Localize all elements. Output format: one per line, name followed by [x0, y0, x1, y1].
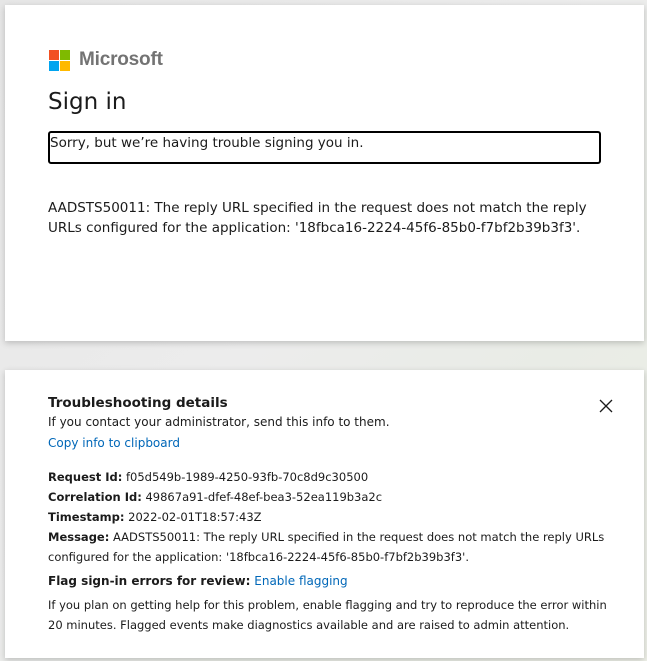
microsoft-logo-icon: [49, 50, 70, 71]
troubleshooting-title: Troubleshooting details: [48, 395, 228, 411]
flag-row: [48, 574, 348, 588]
enable-flagging-link[interactable]: Enable flagging: [254, 574, 348, 588]
request-id-row: [48, 467, 628, 487]
brand-name: Microsoft: [79, 49, 163, 70]
signin-card: [5, 5, 644, 341]
troubleshooting-subtitle: If you contact your administrator, send this info to them.: [48, 415, 390, 429]
timestamp-label: Timestamp:: [48, 510, 125, 524]
microsoft-logo: [49, 49, 163, 71]
message-row: [48, 527, 628, 567]
timestamp-value: 2022-02-01T18:57:43Z: [128, 510, 262, 524]
error-alert-box: Sorry, but we’re having trouble signing you in.: [48, 131, 601, 164]
close-button[interactable]: [597, 397, 615, 415]
flag-description: If you plan on getting help for this problem, enable flagging and try to reproduce the error within 20 minutes. Flagged events make diagnostics available and are raised to admin attention.: [48, 598, 607, 632]
troubleshooting-details: [48, 467, 628, 567]
message-label: Message:: [48, 530, 110, 544]
request-id-value: f05d549b-1989-4250-93fb-70c8d9c30500: [126, 470, 369, 484]
request-id-label: Request Id:: [48, 470, 123, 484]
copy-info-link[interactable]: Copy info to clipboard: [48, 436, 180, 450]
flag-label: Flag sign-in errors for review:: [48, 574, 251, 588]
message-value: AADSTS50011: The reply URL specified in the request does not match the reply URLs configured for the application: '18fbca16-2224-45f6-85b0-f7bf2b39b3f3'.: [48, 530, 605, 564]
page-title: Sign in: [48, 89, 127, 115]
troubleshooting-card: [5, 370, 644, 658]
correlation-id-value: 49867a91-dfef-48ef-bea3-52ea119b3a2c: [145, 490, 383, 504]
timestamp-row: [48, 507, 628, 527]
error-message: AADSTS50011: The reply URL specified in the request does not match the reply URLs configured for the application: '18fbca16-2224-45f6-85b0-f7bf2b39b3f3'.: [48, 200, 587, 236]
correlation-id-label: Correlation Id:: [48, 490, 142, 504]
close-icon: [597, 397, 615, 415]
correlation-id-row: [48, 487, 628, 507]
